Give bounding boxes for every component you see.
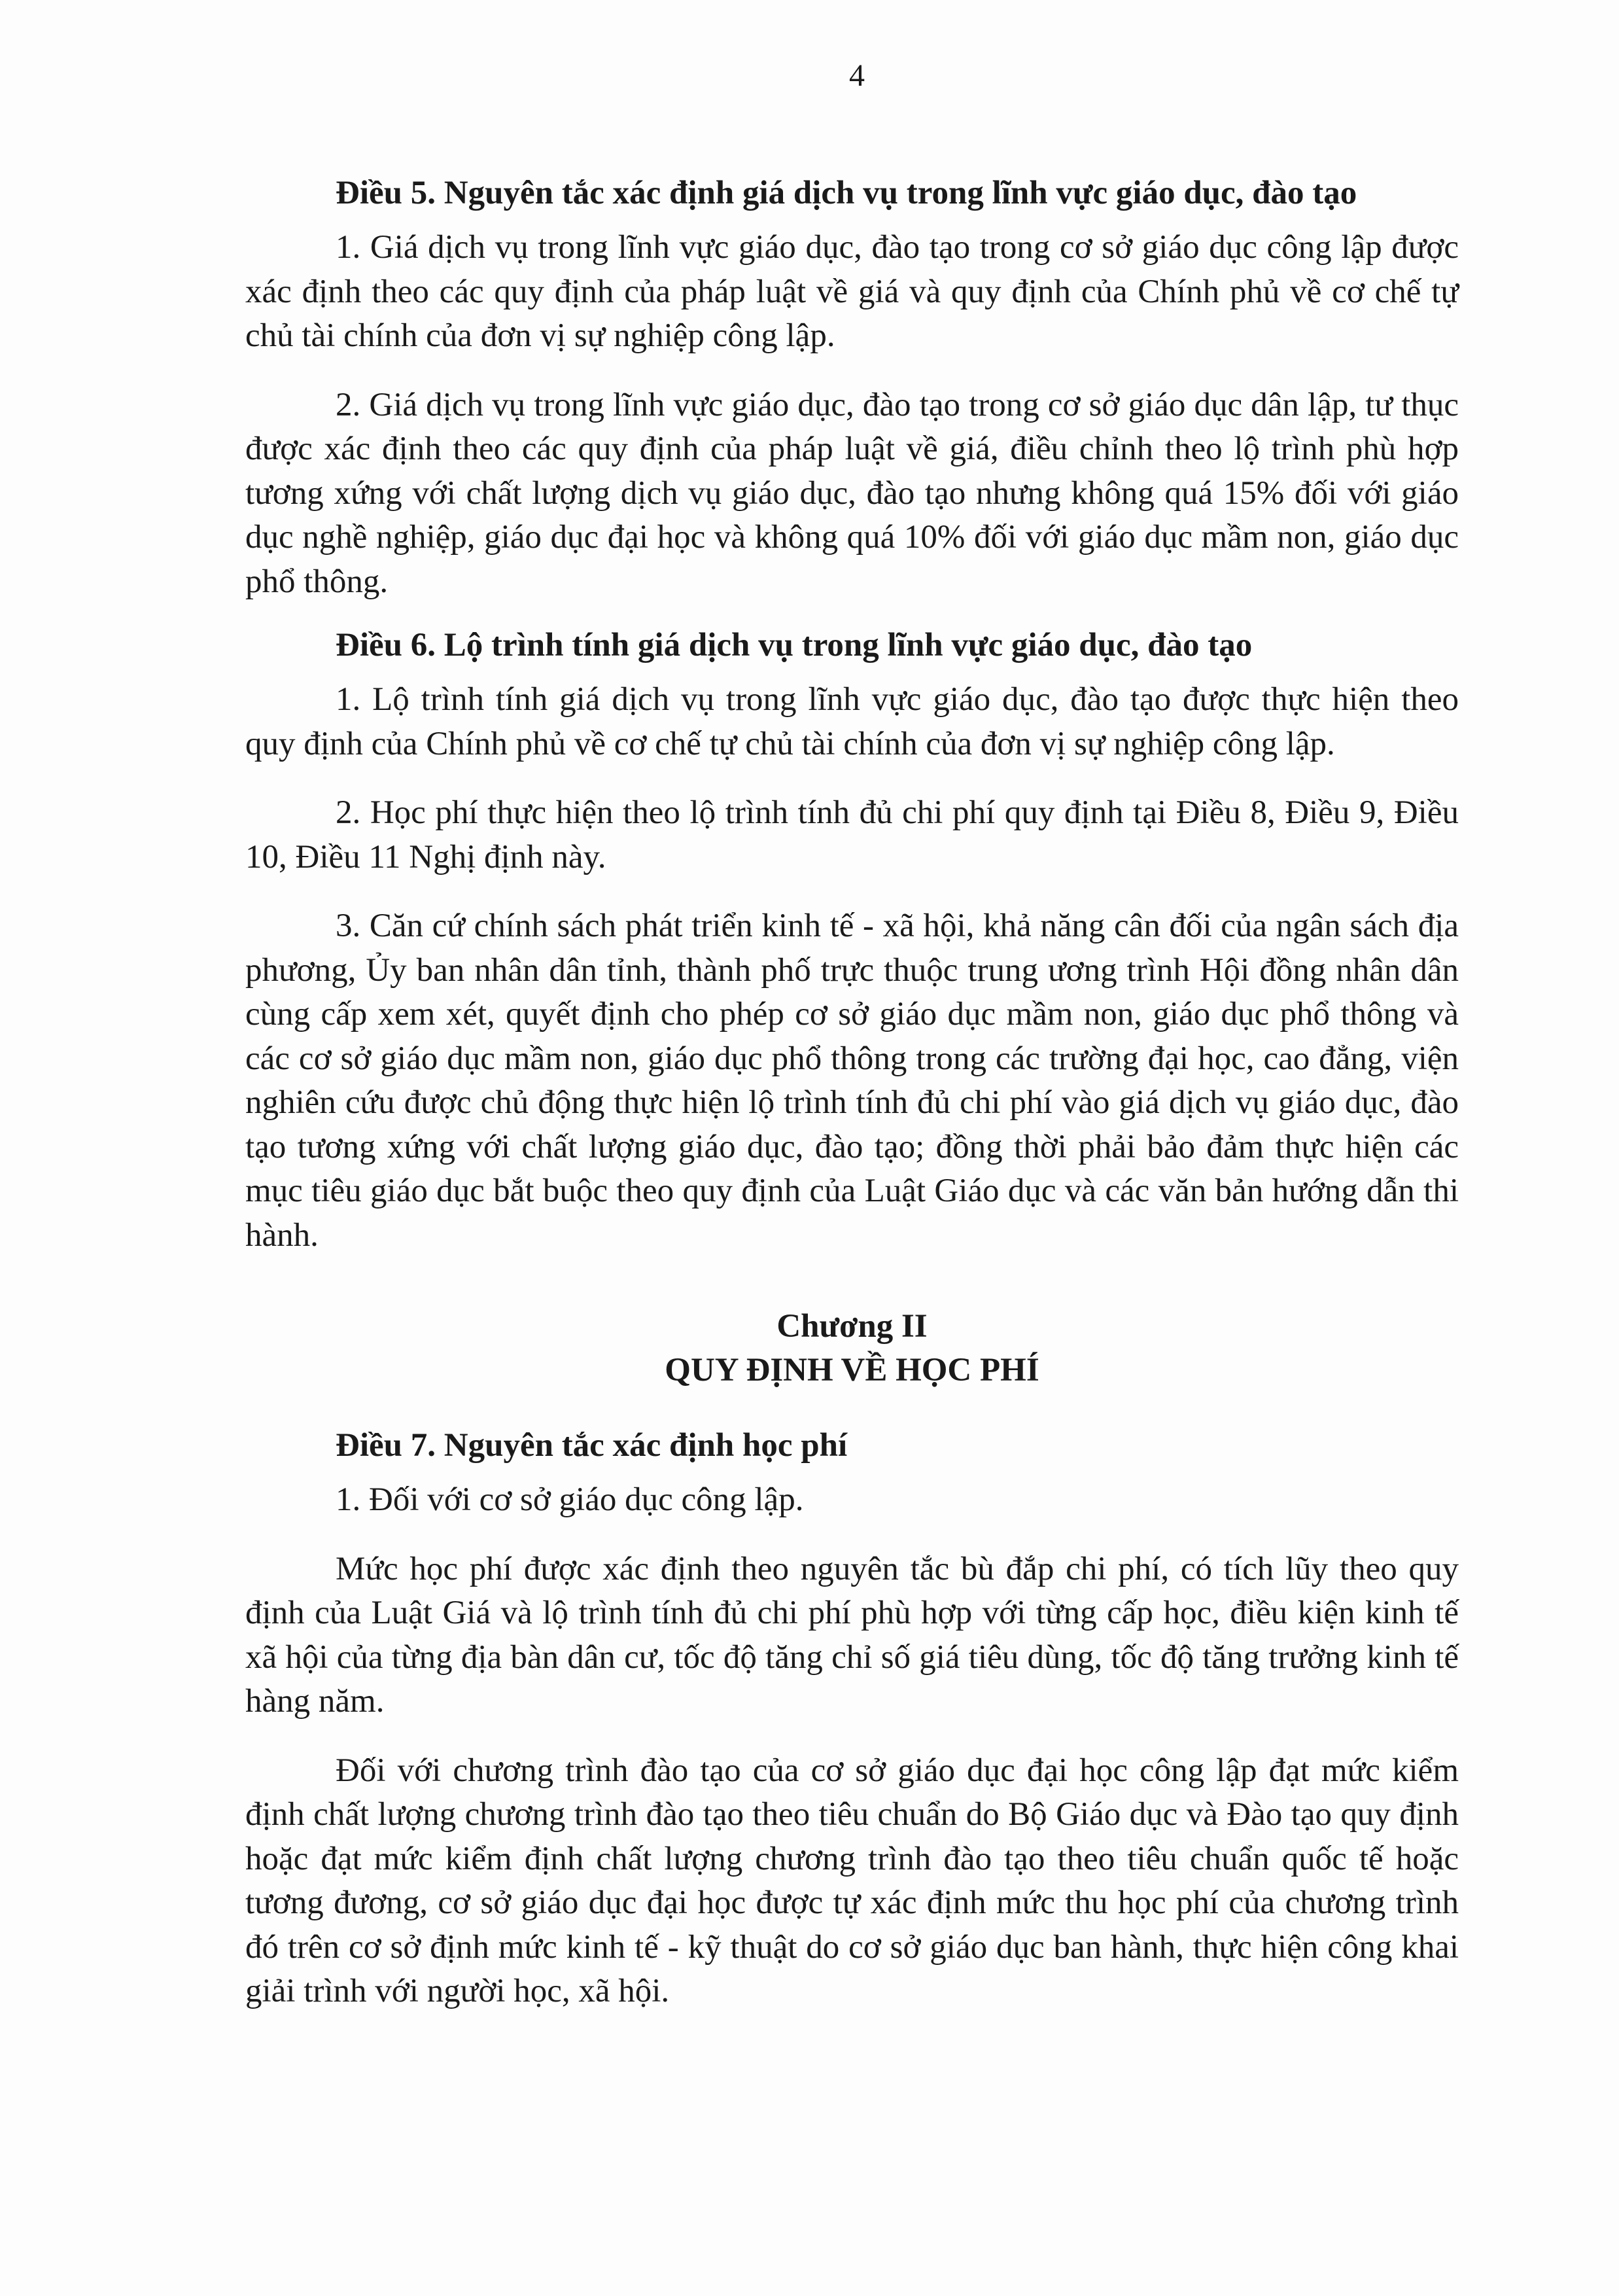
chapter-title: QUY ĐỊNH VỀ HỌC PHÍ xyxy=(665,1352,1039,1388)
page-number: 4 xyxy=(849,58,865,93)
article-6-paragraph-1: 1. Lộ trình tính giá dịch vụ trong lĩnh vực giáo dục, đào tạo được thực hiện theo quy định của Chính phủ về cơ chế tự chủ tài chính của đơn vị sự nghiệp công lập. xyxy=(245,681,1459,762)
article-5-heading: Điều 5. Nguyên tắc xác định giá dịch vụ trong lĩnh vực giáo dục, đào tạo xyxy=(336,175,1357,211)
article-5-paragraph-2: 2. Giá dịch vụ trong lĩnh vực giáo dục, đào tạo trong cơ sở giáo dục dân lập, tư thục được xác định theo các quy định của pháp luật về giá, điều chỉnh theo lộ trình phù hợp tương xứng với chất lượng dịch vụ giáo dục, đào tạo nhưng không quá 15% đối với giáo dục nghề nghiệp, giáo dục đại học và không quá 10% đối với giáo dục mầm non, giáo dục phổ thông. xyxy=(245,386,1459,600)
chapter-label: Chương II xyxy=(776,1308,928,1345)
chapter-heading xyxy=(245,1305,1459,1392)
article-5-paragraph-1: 1. Giá dịch vụ trong lĩnh vực giáo dục, đào tạo trong cơ sở giáo dục công lập được xác định theo các quy định của pháp luật về giá và quy định của Chính phủ về cơ chế tự chủ tài chính của đơn vị sự nghiệp công lập. xyxy=(245,229,1459,354)
article-6-heading: Điều 6. Lộ trình tính giá dịch vụ trong lĩnh vực giáo dục, đào tạo xyxy=(336,627,1253,663)
article-6-paragraph-2: 2. Học phí thực hiện theo lộ trình tính đủ chi phí quy định tại Điều 8, Điều 9, Điều 10, Điều 11 Nghị định này. xyxy=(245,794,1459,875)
article-7-paragraph-3: Đối với chương trình đào tạo của cơ sở giáo dục đại học công lập đạt mức kiểm định chất lượng chương trình đào tạo theo tiêu chuẩn do Bộ Giáo dục và Đào tạo quy định hoặc đạt mức kiểm định chất lượng chương trình đào tạo theo tiêu chuẩn quốc tế hoặc tương đương, cơ sở giáo dục đại học được tự xác định mức thu học phí của chương trình đó trên cơ sở định mức kinh tế - kỹ thuật do cơ sở giáo dục ban hành, thực hiện công khai giải trình với người học, xã hội. xyxy=(245,1752,1459,2009)
article-7-heading: Điều 7. Nguyên tắc xác định học phí xyxy=(336,1427,848,1464)
document-body xyxy=(245,171,1459,2039)
article-7-paragraph-2: Mức học phí được xác định theo nguyên tắc bù đắp chi phí, có tích lũy theo quy định của Luật Giá và lộ trình tính đủ chi phí phù hợp với từng cấp học, điều kiện kinh tế xã hội của từng địa bàn dân cư, tốc độ tăng chỉ số giá tiêu dùng, tốc độ tăng trưởng kinh tế hàng năm. xyxy=(245,1550,1459,1720)
article-7-paragraph-1: 1. Đối với cơ sở giáo dục công lập. xyxy=(336,1481,804,1518)
article-6-paragraph-3: 3. Căn cứ chính sách phát triển kinh tế - xã hội, khả năng cân đối của ngân sách địa phương, Ủy ban nhân dân tỉnh, thành phố trực thuộc trung ương trình Hội đồng nhân dân cùng cấp xem xét, quyết định cho phép cơ sở giáo dục mầm non, giáo dục phổ thông và các cơ sở giáo dục mầm non, giáo dục phổ thông trong các trường đại học, cao đẳng, viện nghiên cứu được chủ động thực hiện lộ trình tính đủ chi phí vào giá dịch vụ giáo dục, đào tạo tương xứng với chất lượng giáo dục, đào tạo; đồng thời phải bảo đảm thực hiện các mục tiêu giáo dục bắt buộc theo quy định của Luật Giáo dục và các văn bản hướng dẫn thi hành. xyxy=(245,908,1459,1254)
